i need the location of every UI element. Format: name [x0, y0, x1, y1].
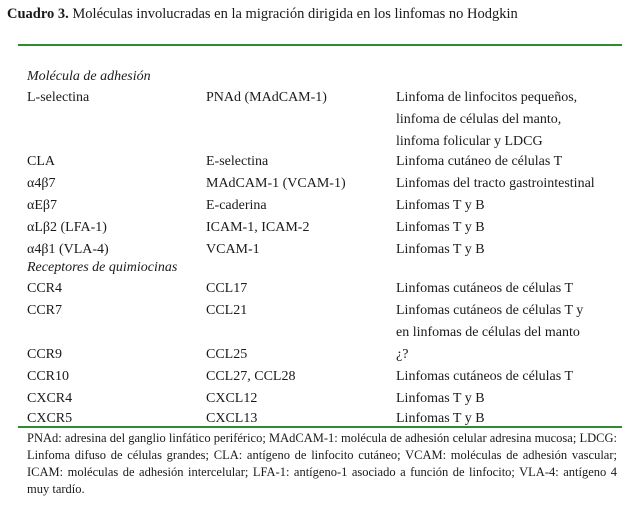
cell-lymphoma: [396, 344, 408, 366]
cell-molecule: CXCR4: [27, 391, 73, 406]
cell-ligand: E-selectina: [206, 154, 269, 169]
cell-molecule: CCR9: [27, 347, 63, 362]
top-rule: [18, 44, 622, 46]
cell-molecule: CCR7: [27, 303, 63, 318]
cell-lymphoma: [396, 366, 573, 388]
cell-molecule: αEβ7: [27, 198, 58, 213]
cell-lymphoma-line: Linfomas cutáneos de células T: [396, 281, 574, 296]
cell-lymphoma-line: Linfomas T y B: [396, 411, 485, 426]
cell-ligand: CXCL12: [206, 391, 258, 406]
caption-label: Cuadro 3.: [7, 6, 69, 22]
cell-lymphoma-line: Linfomas T y B: [396, 391, 485, 406]
cell-ligand: CCL21: [206, 303, 248, 318]
cell-ligand: VCAM-1: [206, 242, 260, 257]
cell-lymphoma: [396, 388, 485, 410]
cell-lymphoma-line: Linfoma cutáneo de células T: [396, 154, 563, 169]
cell-lymphoma: [396, 151, 562, 173]
cell-lymphoma-line: ¿?: [396, 347, 409, 362]
cell-ligand: CCL27, CCL28: [206, 369, 296, 384]
cell-lymphoma-line: linfoma folicular y LDCG: [396, 134, 543, 149]
cell-lymphoma: [396, 87, 577, 153]
cell-ligand: PNAd (MAdCAM-1): [206, 90, 327, 105]
cell-lymphoma-line: en linfomas de células del manto: [396, 325, 580, 340]
cell-lymphoma: [396, 173, 595, 195]
caption-text: Moléculas involucradas en la migración dirigida en los linfomas no Hodgkin: [72, 6, 518, 22]
cell-molecule: α4β1 (VLA-4): [27, 242, 109, 257]
section-heading-chemokine: Receptores de quimiocinas: [27, 260, 178, 275]
cell-ligand: E-caderina: [206, 198, 267, 213]
cell-molecule: CLA: [27, 154, 55, 169]
cell-lymphoma-line: Linfomas T y B: [396, 242, 485, 257]
cell-lymphoma: [396, 195, 485, 217]
cell-molecule: α4β7: [27, 176, 56, 191]
cell-lymphoma-line: linfoma de células del manto,: [396, 112, 562, 127]
cell-lymphoma: [396, 239, 485, 261]
cell-lymphoma: [396, 278, 573, 300]
bottom-rule: [18, 426, 622, 428]
cell-ligand: CCL17: [206, 281, 248, 296]
table-caption: [7, 6, 518, 23]
cell-ligand: MAdCAM-1 (VCAM-1): [206, 176, 346, 191]
cell-ligand: CCL25: [206, 347, 248, 362]
cell-lymphoma-line: Linfomas T y B: [396, 220, 485, 235]
cell-lymphoma: [396, 300, 583, 344]
cell-lymphoma-line: Linfomas cutáneos de células T: [396, 369, 574, 384]
cell-ligand: ICAM-1, ICAM-2: [206, 220, 310, 235]
cell-lymphoma-line: Linfomas del tracto gastrointestinal: [396, 176, 595, 191]
cell-molecule: L-selectina: [27, 90, 90, 105]
cell-ligand: CXCL13: [206, 411, 258, 426]
cell-lymphoma-line: Linfomas T y B: [396, 198, 485, 213]
cell-lymphoma: [396, 217, 485, 239]
cell-molecule: αLβ2 (LFA-1): [27, 220, 107, 235]
cell-lymphoma-line: Linfomas cutáneos de células T y: [396, 303, 584, 318]
section-heading-adhesion: Molécula de adhesión: [27, 69, 151, 84]
cell-lymphoma-line: Linfoma de linfocitos pequeños,: [396, 90, 578, 105]
cell-molecule: CXCR5: [27, 411, 73, 426]
cell-molecule: CCR10: [27, 369, 70, 384]
table-footnote: PNAd: adresina del ganglio linfático periférico; MAdCAM-1: molécula de adhesión celular adresina mucosa; LDCG: Linfoma difuso de células grandes; CLA: antígeno de linfocito cutáneo; VCAM: moléculas de adhesión vascular; ICAM: moléculas de adhesión intercelular; LFA-1: antígeno-1 asociado a función de linfocito; VLA-4: antígeno 4 muy tardío.: [27, 431, 617, 496]
cell-molecule: CCR4: [27, 281, 63, 296]
